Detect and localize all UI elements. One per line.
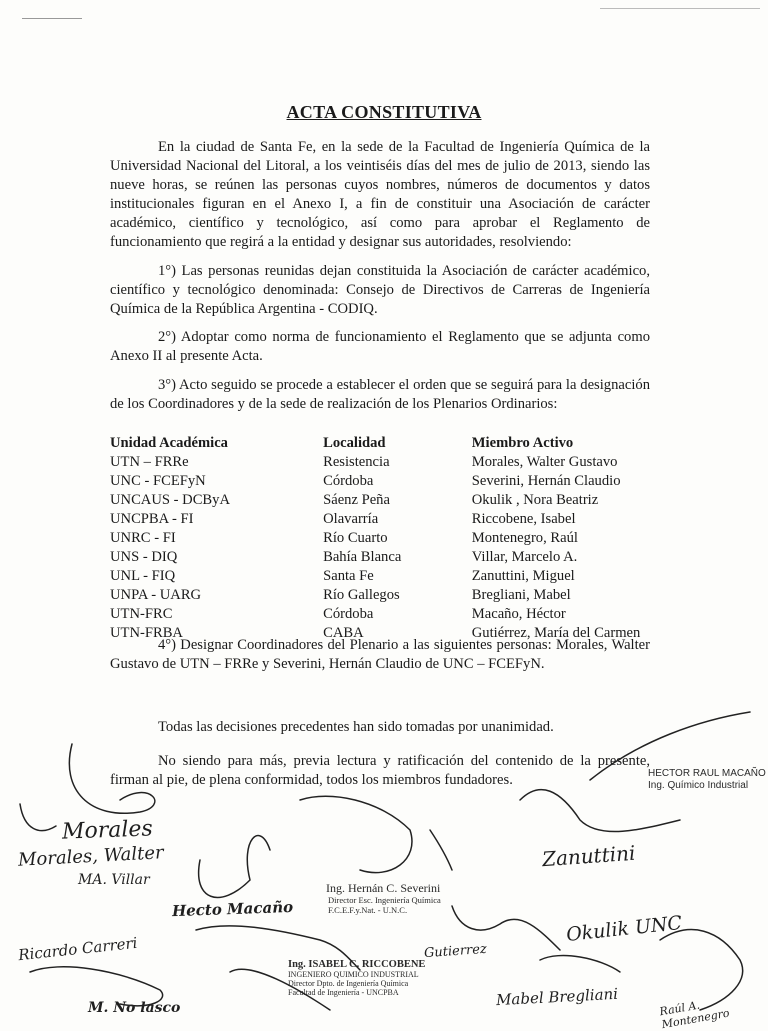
signature-okulik: Okulik UNC	[565, 911, 684, 947]
cell-localidad: Córdoba	[323, 606, 374, 622]
riccobene-stamp	[288, 960, 425, 997]
point-3: 3°) Acto seguido se procede a establecer el orden que se seguirá para la designación de los Coordinadores y de la sede de realización de los Plenarios Ordinarios:	[110, 377, 650, 412]
scan-artifact	[22, 18, 82, 19]
table-row	[110, 605, 670, 624]
cell-localidad: Río Gallegos	[323, 587, 400, 603]
stamp-line: Director Dpto. de Ingeniería Química	[288, 979, 409, 988]
table-row	[110, 453, 670, 472]
signature-gutierrez: Gutierrez	[423, 941, 488, 962]
stamp-line: INGENIERO QUIMICO INDUSTRIAL	[288, 970, 419, 979]
signature-montenegro: Raúl A. Montenegro	[658, 998, 731, 1031]
cell-miembro: Montenegro, Raúl	[471, 530, 578, 546]
cell-miembro: Riccobene, Isabel	[471, 511, 576, 527]
cell-localidad: Resistencia	[323, 454, 390, 470]
signature-morales: Morales	[61, 816, 154, 845]
stamp-name: Ing. ISABEL C. RICCOBENE	[288, 959, 426, 970]
signature-morales-name: Morales, Walter	[17, 842, 165, 871]
signature-stroke	[20, 804, 56, 831]
stamp-line: Facultad de Ingeniería - UNCPBA	[288, 988, 399, 997]
macano-stamp	[648, 768, 766, 792]
cell-localidad: Bahía Blanca	[323, 549, 402, 565]
cell-miembro: Bregliani, Mabel	[471, 587, 571, 603]
cell-miembro: Morales, Walter Gustavo	[471, 454, 618, 470]
signature-stroke	[430, 830, 452, 870]
cell-miembro: Severini, Hernán Claudio	[471, 473, 621, 489]
cell-miembro: Macaño, Héctor	[471, 606, 566, 622]
table-row	[110, 529, 670, 548]
point-1: 1°) Las personas reunidas dejan constituida la Asociación de carácter académico, científico y tecnológico denominada: Consejo de Directivos de Carreras de Ingeniería Química de la República Argentina - CODIQ.	[110, 263, 650, 317]
signature-macano: Hecto Macaño	[171, 897, 294, 921]
table-header	[110, 434, 670, 453]
signature-stroke	[199, 836, 270, 898]
point-4: 4°) Designar Coordinadores del Plenario a las siguientes personas: Morales, Walter Gustavo de UTN – FRRe y Severini, Hernán Claudio de UNC – FCEFyN.	[110, 637, 650, 672]
header-unidad: Unidad Académica	[110, 435, 228, 451]
stamp-line: F.C.E.F.y.Nat. - U.N.C.	[328, 905, 408, 915]
cell-localidad: Santa Fe	[323, 568, 374, 584]
cell-unidad: UNRC - FI	[110, 530, 176, 546]
header-localidad: Localidad	[323, 435, 386, 451]
signature-nolasco: M. No lasco	[88, 1000, 181, 1016]
cell-unidad: UNS - DIQ	[110, 549, 178, 565]
signature-stroke	[520, 790, 680, 832]
cell-unidad: UNPA - UARG	[110, 587, 202, 603]
point-2: 2°) Adoptar como norma de funcionamiento el Reglamento que se adjunta como Anexo II al presente Acta.	[110, 329, 650, 364]
table-row	[110, 567, 670, 586]
cell-miembro: Okulik , Nora Beatriz	[471, 492, 599, 508]
cell-localidad: Sáenz Peña	[323, 492, 390, 508]
stamp-name: HECTOR RAUL MACAÑO	[648, 768, 766, 779]
closing-unanimity: Todas las decisiones precedentes han sido tomadas por unanimidad.	[158, 719, 554, 735]
signature-bregliani: Mabel Bregliani	[495, 984, 619, 1010]
cell-unidad: UNCPBA - FI	[110, 511, 194, 527]
table-row	[110, 510, 670, 529]
header-miembro: Miembro Activo	[471, 435, 574, 451]
cell-miembro: Zanuttini, Miguel	[471, 568, 575, 584]
cell-unidad: UNL - FIQ	[110, 568, 176, 584]
cell-localidad: CABA	[323, 625, 364, 641]
table-row	[110, 491, 670, 510]
signature-stroke	[300, 796, 412, 872]
cell-unidad: UNC - FCEFyN	[110, 473, 206, 489]
table-row	[110, 586, 670, 605]
members-table	[110, 434, 670, 643]
scan-artifact	[600, 8, 760, 9]
opening-paragraph: En la ciudad de Santa Fe, en la sede de la Facultad de Ingeniería Química de la Universidad Nacional del Litoral, a los veintiséis días del mes de julio de 2013, siendo las nueve horas, se reúnen las personas cuyos nombres, números de documentos y datos institucionales figuran en el Anexo I, a fin de constituir una Asociación de carácter académico, científico y tecnológico, así como para aprobar el Reglamento de funcionamiento que regirá a la entidad y designar sus autoridades, resolviendo:	[110, 139, 650, 250]
closing-signatures: No siendo para más, previa lectura y ratificación del contenido de la presente, firman al pie, de plena conformidad, todos los miembros fundadores.	[110, 753, 650, 788]
stamp-name: Ing. Hernán C. Severini	[326, 881, 441, 895]
cell-unidad: UTN – FRRe	[110, 454, 189, 470]
cell-unidad: UNCAUS - DCByA	[110, 492, 231, 508]
cell-localidad: Olavarría	[323, 511, 379, 527]
table-row	[110, 472, 670, 491]
cell-miembro: Villar, Marcelo A.	[471, 549, 578, 565]
cell-miembro: Gutiérrez, María del Carmen	[471, 625, 641, 641]
stamp-title: Ing. Químico Industrial	[648, 780, 749, 791]
signature-stroke	[540, 956, 620, 972]
cell-unidad: UTN-FRC	[110, 606, 173, 622]
signature-carreri: Ricardo Carreri	[17, 933, 139, 965]
table-row	[110, 548, 670, 567]
signature-villar: MA. Villar	[78, 872, 150, 888]
cell-unidad: UTN-FRBA	[110, 625, 183, 641]
cell-localidad: Río Cuarto	[323, 530, 388, 546]
severini-stamp	[326, 882, 441, 915]
cell-localidad: Córdoba	[323, 473, 374, 489]
signature-zanuttini: Zanuttini	[541, 840, 637, 872]
document-title: ACTA CONSTITUTIVA	[286, 102, 482, 122]
stamp-line: Director Esc. Ingeniería Química	[328, 895, 441, 905]
